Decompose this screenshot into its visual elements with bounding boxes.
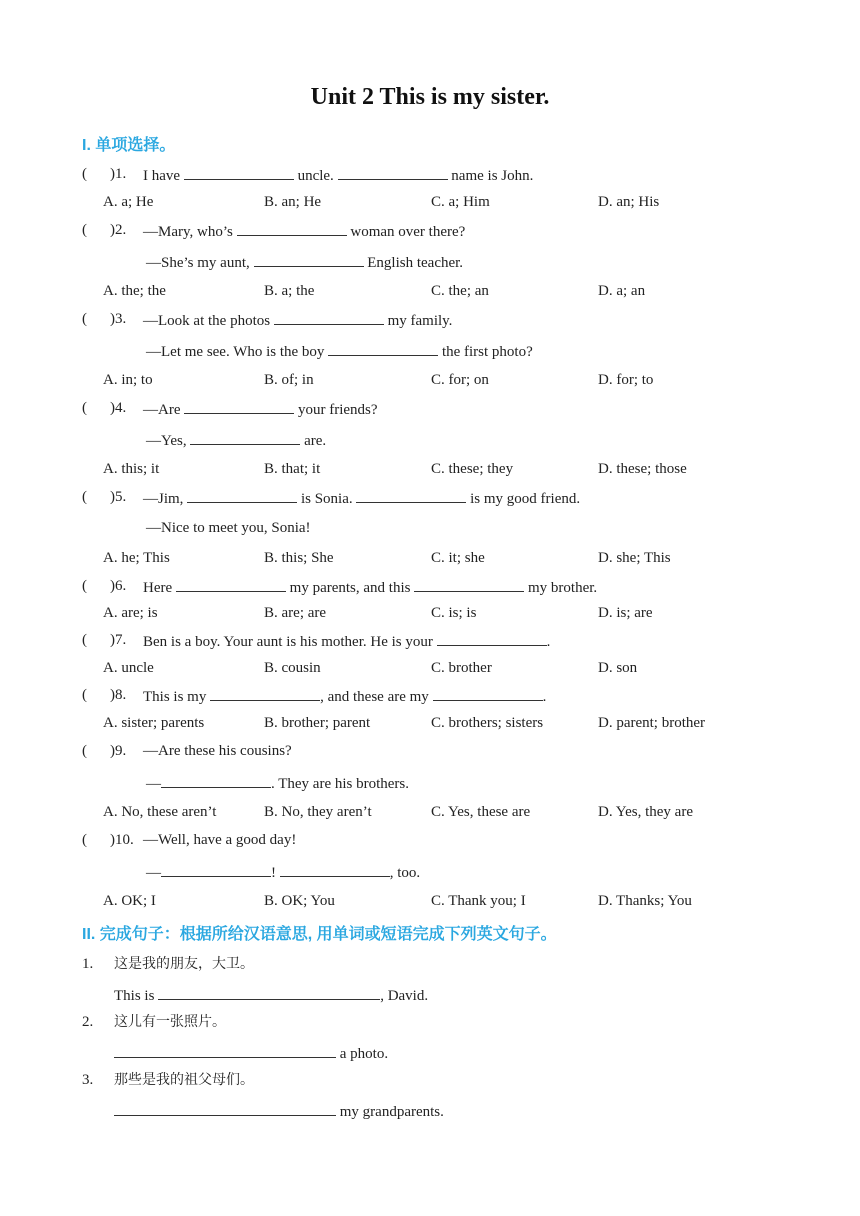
english-sentence bbox=[114, 985, 428, 1005]
option-b[interactable]: B. this; She bbox=[264, 550, 334, 566]
stem-text: woman over there? bbox=[346, 224, 466, 240]
english-sentence bbox=[114, 1101, 444, 1121]
option-a[interactable]: A. he; This bbox=[103, 550, 170, 566]
reply-text: are. bbox=[300, 433, 327, 449]
stem-answer-blank[interactable] bbox=[274, 310, 384, 325]
question-number: )10. bbox=[110, 832, 134, 848]
reply-text: —She’s my aunt, bbox=[146, 255, 254, 271]
chinese-prompt: 这是我的朋友，大卫。 bbox=[114, 956, 254, 972]
option-a[interactable]: A. No, these aren’t bbox=[103, 804, 217, 820]
question-reply bbox=[146, 519, 311, 537]
stem-text: —Jim, bbox=[143, 491, 188, 507]
stem-answer-blank[interactable] bbox=[433, 686, 543, 701]
question-reply bbox=[146, 341, 533, 361]
option-c[interactable]: C. brother bbox=[431, 660, 492, 676]
question-stem bbox=[143, 165, 533, 185]
reply-answer-blank[interactable] bbox=[280, 862, 390, 877]
stem-text: is my good friend. bbox=[466, 491, 581, 507]
question-number: )6. bbox=[110, 578, 127, 594]
answer-paren[interactable]: ( bbox=[82, 832, 87, 848]
answer-paren[interactable]: ( bbox=[82, 222, 87, 238]
stem-text: my brother. bbox=[524, 580, 598, 596]
stem-answer-blank[interactable] bbox=[237, 221, 347, 236]
question-number: )4. bbox=[110, 400, 127, 416]
option-b[interactable]: B. a; the bbox=[264, 283, 315, 299]
stem-answer-blank[interactable] bbox=[184, 165, 294, 180]
stem-text: , and these are my bbox=[320, 689, 433, 705]
stem-text: . bbox=[542, 689, 547, 705]
section-1-heading: I. 单项选择。 bbox=[82, 137, 176, 154]
option-b[interactable]: B. cousin bbox=[264, 660, 321, 676]
option-b[interactable]: B. OK; You bbox=[264, 893, 335, 909]
option-c[interactable]: C. is; is bbox=[431, 605, 477, 621]
chinese-prompt: 这儿有一张照片。 bbox=[114, 1014, 226, 1030]
answer-paren[interactable]: ( bbox=[82, 632, 87, 648]
section-2-heading: II. 完成句子：根据所给汉语意思, 用单词或短语完成下列英文句子。 bbox=[82, 926, 557, 943]
reply-text: —Yes, bbox=[146, 433, 191, 449]
question-number: )2. bbox=[110, 222, 127, 238]
sentence-text: This is bbox=[114, 988, 159, 1004]
reply-answer-blank[interactable] bbox=[254, 252, 364, 267]
answer-paren[interactable]: ( bbox=[82, 743, 87, 759]
english-sentence bbox=[114, 1043, 388, 1063]
option-c[interactable]: C. a; Him bbox=[431, 194, 490, 210]
option-c[interactable]: C. Thank you; I bbox=[431, 893, 526, 909]
sentence-answer-blank[interactable] bbox=[158, 985, 380, 1000]
answer-paren[interactable]: ( bbox=[82, 687, 87, 703]
question-stem bbox=[143, 310, 452, 330]
stem-answer-blank[interactable] bbox=[338, 165, 448, 180]
option-d[interactable]: D. Yes, they are bbox=[598, 804, 693, 820]
option-c[interactable]: C. it; she bbox=[431, 550, 485, 566]
stem-text: This is my bbox=[143, 689, 211, 705]
reply-text: —Let me see. Who is the boy bbox=[146, 344, 329, 360]
answer-paren[interactable]: ( bbox=[82, 400, 87, 416]
stem-answer-blank[interactable] bbox=[184, 399, 294, 414]
question-number: )9. bbox=[110, 743, 127, 759]
question-number: )8. bbox=[110, 687, 127, 703]
option-d[interactable]: D. parent; brother bbox=[598, 715, 706, 731]
reply-answer-blank[interactable] bbox=[161, 773, 271, 788]
reply-answer-blank[interactable] bbox=[161, 862, 271, 877]
item-number: 3. bbox=[82, 1072, 94, 1088]
stem-answer-blank[interactable] bbox=[437, 631, 547, 646]
option-d[interactable]: D. for; to bbox=[598, 372, 654, 388]
question-reply bbox=[146, 862, 420, 882]
option-a[interactable]: A. a; He bbox=[103, 194, 154, 210]
option-b[interactable]: B. are; are bbox=[264, 605, 327, 621]
option-c[interactable]: C. for; on bbox=[431, 372, 489, 388]
reply-text: — bbox=[146, 776, 161, 792]
option-c[interactable]: C. these; they bbox=[431, 461, 514, 477]
option-d[interactable]: D. Thanks; You bbox=[598, 893, 692, 909]
stem-answer-blank[interactable] bbox=[356, 488, 466, 503]
stem-text: —Well, have a good day! bbox=[143, 832, 297, 848]
option-d[interactable]: D. she; This bbox=[598, 550, 671, 566]
question-stem bbox=[143, 577, 597, 597]
answer-paren[interactable]: ( bbox=[82, 489, 87, 505]
option-a[interactable]: A. this; it bbox=[103, 461, 160, 477]
question-reply bbox=[146, 773, 409, 793]
option-b[interactable]: B. an; He bbox=[264, 194, 322, 210]
question-stem bbox=[143, 831, 296, 849]
sentence-text: my grandparents. bbox=[336, 1104, 444, 1120]
option-a[interactable]: A. uncle bbox=[103, 660, 154, 676]
option-b[interactable]: B. brother; parent bbox=[264, 715, 371, 731]
question-number: )1. bbox=[110, 166, 127, 182]
option-b[interactable]: B. that; it bbox=[264, 461, 321, 477]
option-c[interactable]: C. brothers; sisters bbox=[431, 715, 544, 731]
question-number: )7. bbox=[110, 632, 127, 648]
option-a[interactable]: A. in; to bbox=[103, 372, 153, 388]
sentence-text: a photo. bbox=[336, 1046, 389, 1062]
sentence-answer-blank[interactable] bbox=[114, 1043, 336, 1058]
question-number: )3. bbox=[110, 311, 127, 327]
stem-text: —Look at the photos bbox=[143, 313, 274, 329]
stem-text: my family. bbox=[383, 313, 453, 329]
question-number: )5. bbox=[110, 489, 127, 505]
stem-text: my parents, and this bbox=[285, 580, 415, 596]
option-c[interactable]: C. the; an bbox=[431, 283, 489, 299]
stem-answer-blank[interactable] bbox=[176, 577, 286, 592]
question-stem bbox=[143, 686, 546, 706]
stem-answer-blank[interactable] bbox=[414, 577, 524, 592]
chinese-prompt: 那些是我的祖父母们。 bbox=[114, 1072, 254, 1088]
option-d[interactable]: D. son bbox=[598, 660, 638, 676]
reply-text: . They are his brothers. bbox=[271, 776, 410, 792]
option-d[interactable]: D. is; are bbox=[598, 605, 653, 621]
stem-text: is Sonia. bbox=[297, 491, 357, 507]
reply-text: ! bbox=[271, 865, 280, 881]
reply-answer-blank[interactable] bbox=[190, 430, 300, 445]
answer-paren[interactable]: ( bbox=[82, 311, 87, 327]
sentence-text: , David. bbox=[380, 988, 429, 1004]
option-c[interactable]: C. Yes, these are bbox=[431, 804, 531, 820]
stem-text: name is John. bbox=[447, 168, 534, 184]
option-d[interactable]: D. a; an bbox=[598, 283, 646, 299]
answer-paren[interactable]: ( bbox=[82, 166, 87, 182]
question-reply bbox=[146, 430, 326, 450]
reply-text: — bbox=[146, 865, 161, 881]
stem-text: uncle. bbox=[293, 168, 338, 184]
reply-text: English teacher. bbox=[363, 255, 464, 271]
page-title: Unit 2 This is my sister. bbox=[310, 84, 550, 110]
option-a[interactable]: A. are; is bbox=[103, 605, 158, 621]
question-stem bbox=[143, 399, 378, 419]
stem-text: —Are bbox=[143, 402, 185, 418]
option-d[interactable]: D. an; His bbox=[598, 194, 660, 210]
option-a[interactable]: A. the; the bbox=[103, 283, 166, 299]
question-stem bbox=[143, 488, 580, 508]
item-number: 1. bbox=[82, 956, 94, 972]
reply-text: the first photo? bbox=[438, 344, 533, 360]
option-a[interactable]: A. sister; parents bbox=[103, 715, 205, 731]
stem-text: Ben is a boy. Your aunt is his mother. He is your bbox=[143, 634, 437, 650]
item-number: 2. bbox=[82, 1014, 94, 1030]
question-stem bbox=[143, 221, 465, 241]
sentence-answer-blank[interactable] bbox=[114, 1101, 336, 1116]
stem-text: —Are these his cousins? bbox=[143, 743, 292, 759]
option-d[interactable]: D. these; those bbox=[598, 461, 687, 477]
reply-text: —Nice to meet you, Sonia! bbox=[146, 520, 311, 536]
question-stem bbox=[143, 631, 550, 651]
stem-text: Here bbox=[143, 580, 176, 596]
reply-text: , too. bbox=[389, 865, 421, 881]
option-a[interactable]: A. OK; I bbox=[103, 893, 156, 909]
answer-paren[interactable]: ( bbox=[82, 578, 87, 594]
stem-answer-blank[interactable] bbox=[187, 488, 297, 503]
stem-text: your friends? bbox=[294, 402, 378, 418]
stem-text: —Mary, who’s bbox=[143, 224, 237, 240]
question-stem bbox=[143, 742, 292, 760]
stem-text: I have bbox=[143, 168, 184, 184]
option-b[interactable]: B. of; in bbox=[264, 372, 314, 388]
stem-answer-blank[interactable] bbox=[210, 686, 320, 701]
reply-answer-blank[interactable] bbox=[328, 341, 438, 356]
option-b[interactable]: B. No, they aren’t bbox=[264, 804, 372, 820]
question-reply bbox=[146, 252, 463, 272]
stem-text: . bbox=[546, 634, 551, 650]
